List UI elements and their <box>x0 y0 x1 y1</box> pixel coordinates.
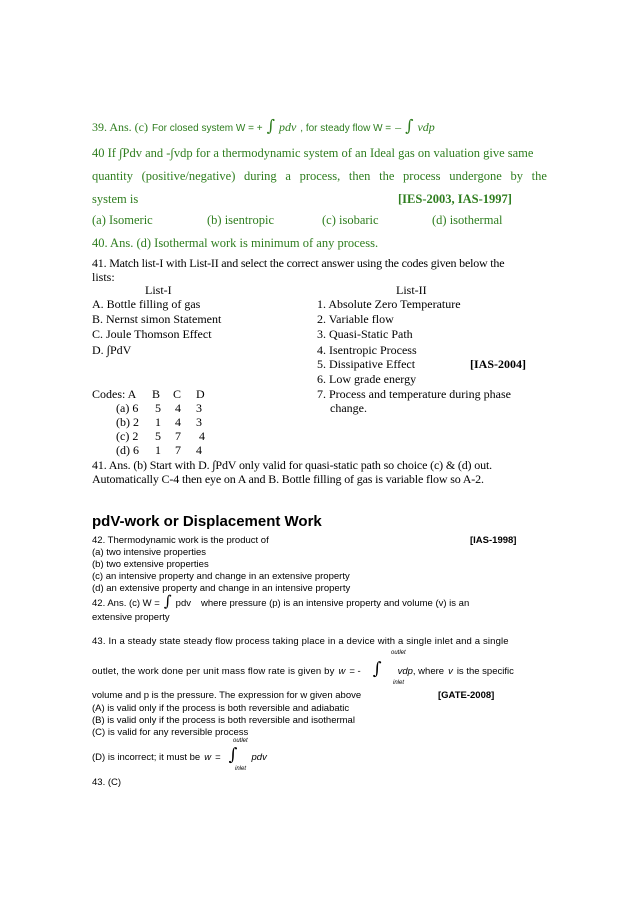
codes-cell: 3 <box>196 401 202 415</box>
q39-steady-text: , for steady flow W = <box>300 123 392 134</box>
q40-line2-word: the <box>531 169 547 183</box>
integral-symbol: ∫ <box>266 116 275 135</box>
list2-item-6: 6. Low grade energy <box>317 372 417 386</box>
integral-symbol: ∫ <box>405 116 414 135</box>
q40-line2-word: (positive/negative) <box>141 169 236 183</box>
codes-cell: 4 <box>175 415 181 429</box>
codes-row-c: (c) 2 <box>116 429 139 443</box>
integral-symbol: ∫ <box>372 659 382 679</box>
q43-d-expr: pdv <box>251 752 267 763</box>
q40-option-b: (b) isentropic <box>207 213 274 227</box>
list2-item-4: 4. Isentropic Process <box>317 343 417 357</box>
q43-line3: volume and p is the pressure. The expression for w given above <box>92 690 362 701</box>
list2-item-1: 1. Absolute Zero Temperature <box>317 297 461 311</box>
codes-cell: 4 <box>196 443 202 457</box>
q43-option-b: (B) is valid only if the process is both reversible and isothermal <box>92 715 355 726</box>
q43-reference: [GATE-2008] <box>438 690 495 701</box>
q40-line3: system is <box>92 192 139 206</box>
q39-closed-expr: pdv <box>278 120 297 134</box>
q43-d-prefix: (D) is incorrect; it must be <box>92 752 201 763</box>
q39-answer-line <box>92 116 435 136</box>
q40-line2-word: by <box>510 169 523 183</box>
codes-cell: 5 <box>155 401 161 415</box>
q42-reference: [IAS-1998] <box>470 535 517 546</box>
q40-line2-word: during <box>244 169 277 183</box>
integral-symbol: ∫ <box>228 745 238 765</box>
q40-line2-word: a <box>285 169 291 183</box>
codes-cell: 3 <box>196 415 202 429</box>
q40-line2-word: the <box>379 169 395 183</box>
codes-header-a: Codes: A <box>92 387 137 401</box>
q40-reference: [IES-2003, IAS-1997] <box>398 192 512 206</box>
codes-cell: 4 <box>199 429 205 443</box>
q39-steady-expr: vdp <box>417 120 435 134</box>
list1-item-d: D. ∫PdV <box>92 343 132 357</box>
list2-item-2: 2. Variable flow <box>317 312 394 326</box>
q43-option-c: (C) is valid for any reversible process <box>92 727 249 738</box>
q42-answer-line1 <box>92 592 469 611</box>
q40-line2-word: undergone <box>449 169 502 183</box>
codes-row-b: (b) 2 <box>116 415 139 429</box>
q43-d-integral-upper: outlet <box>233 738 248 744</box>
q41-answer-line2: Automatically C-4 then eye on A and B. Bottle filling of gas is variable flow so A-2. <box>92 472 484 486</box>
q40-answer: 40. Ans. (d) Isothermal work is minimum of any process. <box>92 236 379 250</box>
list2-header: List-II <box>396 283 427 297</box>
q43-line2-w: w <box>338 666 346 677</box>
q43-line2 <box>92 659 514 679</box>
integral-symbol: ∫ <box>163 592 172 610</box>
q40-option-a: (a) Isomeric <box>92 213 153 227</box>
list1-item-b: B. Nernst simon Statement <box>92 312 222 326</box>
codes-cell: 4 <box>175 401 181 415</box>
q39-ans-label: 39. Ans. (c) <box>92 120 148 134</box>
q43-option-d <box>92 745 267 765</box>
q41-line2: lists: <box>92 270 115 284</box>
list2-item-5: 5. Dissipative Effect <box>317 357 416 371</box>
q40-line2-word: then <box>348 169 371 183</box>
codes-row-a: (a) 6 <box>116 401 139 415</box>
q43-d-eq: = <box>215 752 221 763</box>
q43-line2-mid: , where <box>412 666 445 677</box>
codes-header-c: C <box>173 387 182 401</box>
q42-option-a: (a) two intensive properties <box>92 547 207 558</box>
list2-item-7: 7. Process and temperature during phase <box>317 387 511 401</box>
q40-line1-text: 40 If ∫Pdv and -∫vdp for a thermodynamic system of an Ideal gas on valuation give same <box>92 146 534 160</box>
q43-line2-prefix: outlet, the work done per unit mass flow rate is given by <box>92 666 335 677</box>
codes-header-d: D <box>196 387 205 401</box>
q41-answer-line1: 41. Ans. (b) Start with D. ∫PdV only valid for quasi-static path so choice (c) & (d) out. <box>92 458 492 472</box>
q40-option-c: (c) isobaric <box>322 213 379 227</box>
codes-header-b: B <box>152 387 161 401</box>
codes-cell: 1 <box>155 443 161 457</box>
codes-cell: 7 <box>175 429 181 443</box>
q43-d-integral-lower: inlet <box>235 766 247 772</box>
list1-item-c: C. Joule Thomson Effect <box>92 327 212 341</box>
q42-option-c: (c) an intensive property and change in an extensive property <box>92 571 350 582</box>
q41-line1: 41. Match list-I with List-II and select the correct answer using the codes given below the <box>92 256 505 270</box>
q42-answer-expr: pdv <box>175 598 191 609</box>
codes-row-d: (d) 6 <box>116 443 139 457</box>
list2-item-7-cont: change. <box>330 401 367 415</box>
q40-line2-word: process <box>403 169 441 183</box>
q42-answer-prefix: 42. Ans. (c) W = <box>92 598 160 609</box>
q43-integral-upper: outlet <box>391 650 406 656</box>
codes-cell: 1 <box>155 415 161 429</box>
q39-steady-sign: – <box>395 120 402 134</box>
q43-line1: 43. In a steady state steady flow process taking place in a device with a single inlet and a single <box>92 636 509 647</box>
q43-line2-eq: = - <box>349 666 361 677</box>
list1-header: List-I <box>145 283 172 297</box>
q42-answer-rest: where pressure (p) is an intensive property and volume (v) is an <box>201 598 470 609</box>
list2-item-3: 3. Quasi-Static Path <box>317 327 413 341</box>
list1-item-a: A. Bottle filling of gas <box>92 297 201 311</box>
q43-answer: 43. (C) <box>92 777 122 788</box>
q40-option-d: (d) isothermal <box>432 213 503 227</box>
codes-cell: 5 <box>155 429 161 443</box>
q42-option-b: (b) two extensive properties <box>92 559 209 570</box>
q41-reference: [IAS-2004] <box>470 357 526 371</box>
q43-line2-vdp: vdp <box>397 666 413 677</box>
q42-option-d: (d) an extensive property and change in an intensive property <box>92 583 351 594</box>
q40-line2 <box>92 169 547 184</box>
q42-question: 42. Thermodynamic work is the product of <box>92 535 269 546</box>
q43-integral-lower: inlet <box>393 680 405 686</box>
q43-line2-v: v <box>448 666 453 677</box>
q40-line1 <box>92 146 533 161</box>
section-heading: pdV-work or Displacement Work <box>92 513 322 530</box>
q43-line2-end: is the specific <box>456 666 514 677</box>
q40-line2-word: process, <box>299 169 341 183</box>
q42-answer-line2: extensive property <box>92 612 170 623</box>
q40-line2-word: quantity <box>92 169 133 183</box>
q43-option-a: (A) is valid only if the process is both reversible and adiabatic <box>92 703 350 714</box>
codes-cell: 7 <box>175 443 181 457</box>
q39-closed-text: For closed system W = + <box>152 123 263 134</box>
q43-d-w: w <box>204 752 212 763</box>
